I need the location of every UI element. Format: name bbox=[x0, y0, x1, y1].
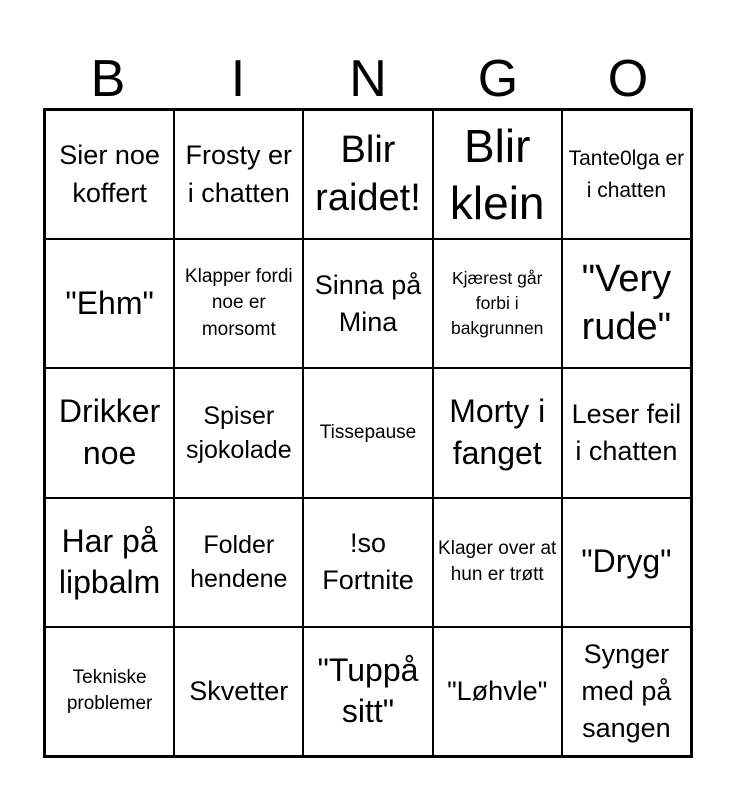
cell-text: Folder hendene bbox=[190, 531, 288, 594]
bingo-cell[interactable] bbox=[433, 498, 562, 627]
cell-text: Klapper fordi noe er morsomt bbox=[184, 265, 293, 341]
header-letter-n: N bbox=[349, 50, 387, 108]
bingo-cell[interactable] bbox=[45, 498, 174, 627]
bingo-cell[interactable] bbox=[433, 239, 562, 368]
cell-text: Leser feil i chatten bbox=[571, 398, 682, 466]
bingo-header bbox=[43, 44, 693, 108]
bingo-board bbox=[43, 108, 693, 758]
cell-text: Sinna på Mina bbox=[314, 269, 422, 337]
cell-text: Klager over at hun er trøtt bbox=[438, 537, 557, 586]
cell-text: "Ehm" bbox=[65, 284, 154, 321]
bingo-cell[interactable] bbox=[45, 239, 174, 368]
bingo-cell[interactable] bbox=[562, 110, 691, 239]
bingo-cell[interactable] bbox=[433, 627, 562, 756]
bingo-cell[interactable] bbox=[433, 110, 562, 239]
bingo-cell[interactable] bbox=[303, 498, 432, 627]
header-letter-i: I bbox=[230, 50, 246, 108]
bingo-cell[interactable] bbox=[562, 627, 691, 756]
bingo-cell[interactable] bbox=[45, 110, 174, 239]
cell-text: "Very rude" bbox=[581, 258, 672, 348]
cell-text: Synger med på sangen bbox=[581, 638, 672, 744]
cell-text: Tante0lga er i chatten bbox=[568, 147, 685, 202]
cell-text: "Løhvle" bbox=[447, 675, 548, 706]
header-letter-b: B bbox=[90, 50, 126, 108]
bingo-cell[interactable] bbox=[45, 368, 174, 497]
cell-text: "Dryg" bbox=[581, 543, 672, 580]
cell-text: Skvetter bbox=[189, 675, 289, 706]
bingo-cell[interactable] bbox=[562, 368, 691, 497]
cell-text: Sier noe koffert bbox=[59, 140, 160, 208]
bingo-cell[interactable] bbox=[45, 627, 174, 756]
cell-text: Blir klein bbox=[449, 120, 545, 229]
cell-text: Morty i fanget bbox=[449, 393, 546, 471]
cell-text: Tissepause bbox=[319, 421, 417, 443]
cell-text: Kjærest går forbi i bakgrunnen bbox=[450, 267, 544, 339]
bingo-cell[interactable] bbox=[174, 368, 303, 497]
bingo-cell[interactable] bbox=[303, 627, 432, 756]
cell-text: Tekniske problemer bbox=[66, 666, 153, 715]
header-letter-o: O bbox=[607, 50, 649, 108]
bingo-cell[interactable] bbox=[562, 498, 691, 627]
bingo-cell[interactable] bbox=[303, 239, 432, 368]
cell-text: !so Fortnite bbox=[322, 527, 414, 596]
header-letter-g: G bbox=[477, 50, 519, 108]
cell-text: "Tuppå sitt" bbox=[317, 651, 419, 730]
cell-text: Frosty er i chatten bbox=[185, 140, 293, 208]
bingo-cell[interactable] bbox=[174, 498, 303, 627]
bingo-cell[interactable] bbox=[303, 368, 432, 497]
cell-text: Har på lipbalm bbox=[58, 522, 161, 601]
bingo-cell[interactable] bbox=[174, 627, 303, 756]
bingo-cell[interactable] bbox=[174, 239, 303, 368]
cell-text: Drikker noe bbox=[58, 393, 161, 471]
cell-text: Blir raidet! bbox=[315, 129, 421, 219]
bingo-cell[interactable] bbox=[174, 110, 303, 239]
bingo-cell[interactable] bbox=[433, 368, 562, 497]
bingo-cell[interactable] bbox=[303, 110, 432, 239]
bingo-cell[interactable] bbox=[562, 239, 691, 368]
cell-text: Spiser sjokolade bbox=[185, 401, 292, 464]
